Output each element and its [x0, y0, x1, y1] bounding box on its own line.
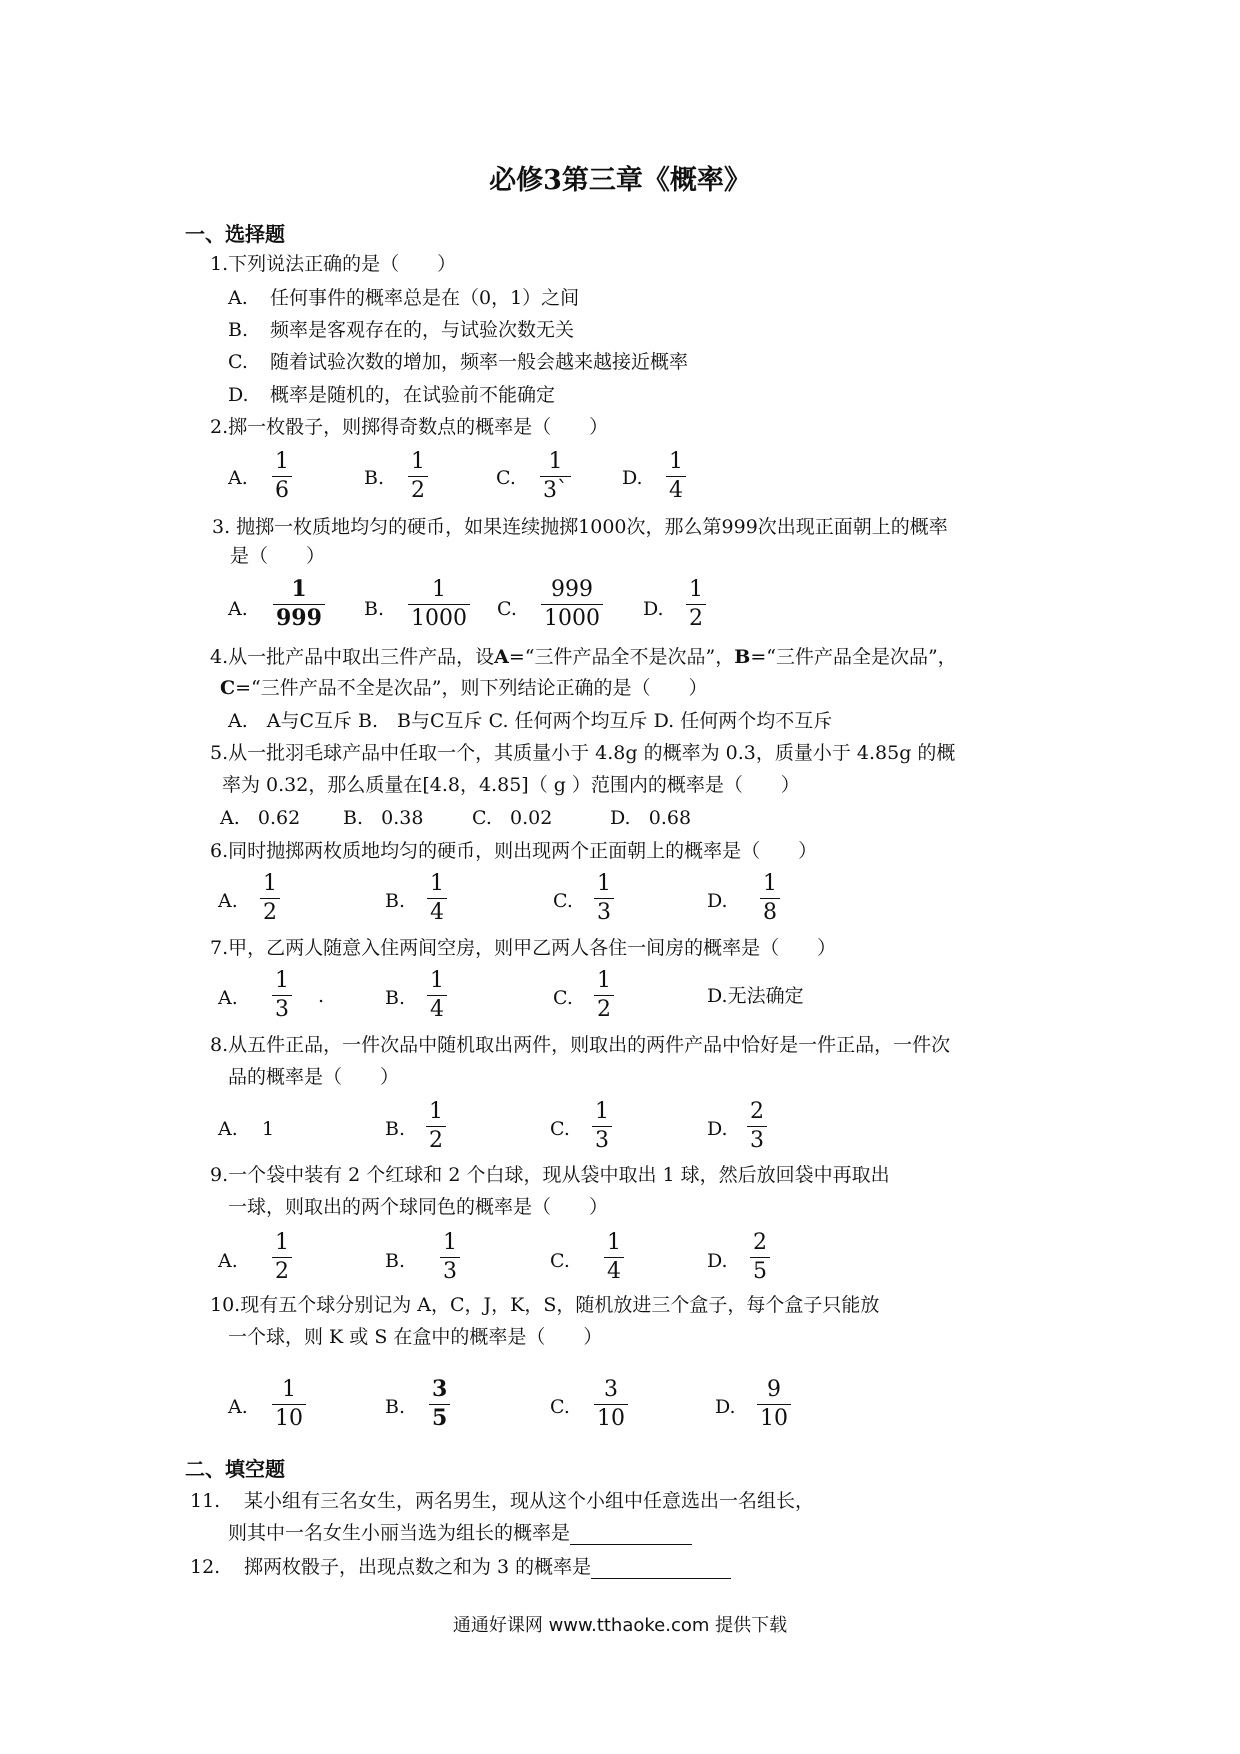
q6-option-a-label: A.: [218, 890, 238, 912]
q12-stem: 掷两枚骰子，出现点数之和为 3 的概率是: [244, 1556, 731, 1579]
page-footer: 通通好课网 www.tthaoke.com 提供下载: [452, 1615, 788, 1636]
q1-option-b: B. 频率是客观存在的，与试验次数无关: [228, 319, 575, 341]
q9-option-a-fraction: 1 2: [272, 1231, 292, 1283]
q3-option-d-fraction: 1 2: [686, 578, 706, 630]
q3-option-a-fraction: 1 999: [273, 578, 325, 630]
q6-option-c-label: C.: [553, 890, 573, 912]
q12-answer-blank: [591, 1560, 731, 1579]
q4-options: A. A与C互斥 B. B与C互斥 C. 任何两个均互斥 D. 任何两个均不互斥: [228, 710, 833, 732]
q2-option-c-fraction: 1 3`: [540, 450, 571, 502]
q5-stem-line1: 5.从一批羽毛球产品中任取一个，其质量小于 4.8g 的概率为 0.3，质量小于 4.85g 的概: [210, 742, 956, 764]
q11-stem-line2: 则其中一名女生小丽当选为组长的概率是: [228, 1522, 692, 1545]
q8-stem-line2: 品的概率是（ ）: [228, 1066, 400, 1088]
q5-option-c: C. 0.02: [472, 807, 553, 829]
q7-option-a-label: A.: [218, 987, 238, 1009]
q3-option-d-label: D.: [643, 598, 664, 620]
q6-option-b-fraction: 1 4: [427, 872, 447, 924]
q7-option-b-label: B.: [385, 987, 406, 1009]
q9-option-d-label: D.: [707, 1250, 728, 1272]
q4-stem-line2: C=“三件产品不全是次品”，则下列结论正确的是（ ）: [220, 677, 708, 699]
q5-stem-line2: 率为 0.32，那么质量在[4.8，4.85]（ g ）范围内的概率是（ ）: [222, 774, 800, 796]
q7-option-a-suffix: .: [318, 985, 325, 1007]
q2-option-b-fraction: 1 2: [408, 450, 428, 502]
q11-stem-line1: 某小组有三名女生，两名男生，现从这个小组中任意选出一名组长，: [244, 1490, 815, 1512]
q2-stem: 2.掷一枚骰子，则掷得奇数点的概率是（ ）: [210, 416, 609, 438]
q7-option-c-fraction: 1 2: [594, 969, 614, 1021]
q5-option-d: D. 0.68: [610, 807, 692, 829]
page-title: 必修3第三章《概率》: [489, 165, 751, 196]
section-fill-heading: 二、填空题: [185, 1457, 285, 1481]
q7-option-b-fraction: 1 4: [427, 969, 447, 1021]
q9-stem-line2: 一球，则取出的两个球同色的概率是（ ）: [228, 1196, 609, 1218]
q10-option-d-label: D.: [715, 1396, 736, 1418]
q2-option-d-label: D.: [622, 467, 643, 489]
q2-option-a-label: A.: [228, 467, 248, 489]
q9-option-c-label: C.: [550, 1250, 570, 1272]
q6-option-d-fraction: 1 8: [760, 872, 780, 924]
q10-option-a-label: A.: [228, 1396, 248, 1418]
q2-option-d-fraction: 1 4: [666, 450, 686, 502]
q3-stem-line1: 3. 抛掷一枚质地均匀的硬币，如果连续抛掷1000次，那么第999次出现正面朝上的概率: [212, 516, 948, 538]
q1-stem: 1.下列说法正确的是（ ）: [210, 253, 457, 275]
q1-option-c: C. 随着试验次数的增加，频率一般会越来越接近概率: [228, 351, 689, 373]
q9-option-b-fraction: 1 3: [440, 1231, 460, 1283]
q6-stem: 6.同时抛掷两枚质地均匀的硬币，则出现两个正面朝上的概率是（ ）: [210, 840, 818, 862]
q10-stem-line2: 一个球，则 K 或 S 在盒中的概率是（ ）: [228, 1326, 603, 1348]
q5-option-b: B. 0.38: [343, 807, 424, 829]
q3-option-c-fraction: 999 1000: [541, 578, 603, 630]
q11-answer-blank: [570, 1526, 692, 1545]
q6-option-c-fraction: 1 3: [594, 872, 614, 924]
q8-option-a-label: A.: [218, 1118, 238, 1140]
q10-option-c-fraction: 3 10: [594, 1378, 628, 1430]
q8-option-d-fraction: 2 3: [747, 1100, 767, 1152]
q12-number: 12.: [190, 1556, 221, 1578]
q9-option-b-label: B.: [385, 1250, 406, 1272]
q9-option-a-label: A.: [218, 1250, 238, 1272]
q2-option-b-label: B.: [364, 467, 385, 489]
q8-option-b-label: B.: [385, 1118, 406, 1140]
q3-option-b-fraction: 1 1000: [408, 578, 470, 630]
q10-option-d-fraction: 9 10: [757, 1378, 791, 1430]
q3-stem-line2: 是（ ）: [230, 545, 326, 567]
q8-stem-line1: 8.从五件正品，一件次品中随机取出两件，则取出的两件产品中恰好是一件正品，一件次: [210, 1034, 951, 1056]
q8-option-a-value: 1: [262, 1118, 275, 1140]
q2-option-a-fraction: 1 6: [272, 450, 292, 502]
q10-option-b-fraction: 3 5: [429, 1378, 450, 1430]
q5-option-a: A. 0.62: [220, 807, 301, 829]
q3-option-c-label: C.: [497, 598, 517, 620]
q9-option-d-fraction: 2 5: [750, 1231, 770, 1283]
q9-stem-line1: 9.一个袋中装有 2 个红球和 2 个白球，现从袋中取出 1 球，然后放回袋中再取出: [210, 1164, 890, 1186]
q1-option-a: A. 任何事件的概率总是在（0，1）之间: [228, 287, 580, 309]
q6-option-b-label: B.: [385, 890, 406, 912]
q4-stem-line1: 4.从一批产品中取出三件产品，设A=“三件产品全不是次品”，B=“三件产品全是次品”，: [210, 646, 957, 668]
q8-option-d-label: D.: [707, 1118, 728, 1140]
q8-option-c-label: C.: [550, 1118, 570, 1140]
q6-option-d-label: D.: [707, 890, 728, 912]
q9-option-c-fraction: 1 4: [604, 1231, 624, 1283]
q10-option-a-fraction: 1 10: [272, 1378, 306, 1430]
q8-option-b-fraction: 1 2: [426, 1100, 446, 1152]
q10-stem-line1: 10.现有五个球分别记为 A，C，J，K，S，随机放进三个盒子，每个盒子只能放: [210, 1294, 880, 1316]
q11-number: 11.: [190, 1490, 221, 1512]
q6-option-a-fraction: 1 2: [260, 872, 280, 924]
q2-option-c-label: C.: [496, 467, 516, 489]
q1-option-d: D. 概率是随机的，在试验前不能确定: [228, 384, 556, 406]
q10-option-b-label: B.: [385, 1396, 406, 1418]
q7-option-c-label: C.: [553, 987, 573, 1009]
q7-stem: 7.甲，乙两人随意入住两间空房，则甲乙两人各住一间房的概率是（ ）: [210, 937, 837, 959]
q7-option-a-fraction: 1 3: [272, 969, 292, 1021]
q8-option-c-fraction: 1 3: [592, 1100, 612, 1152]
q10-option-c-label: C.: [550, 1396, 570, 1418]
q3-option-a-label: A.: [228, 598, 248, 620]
q7-option-d-text: D.无法确定: [707, 985, 804, 1007]
q3-option-b-label: B.: [364, 598, 385, 620]
section-choice-heading: 一、选择题: [185, 222, 285, 246]
